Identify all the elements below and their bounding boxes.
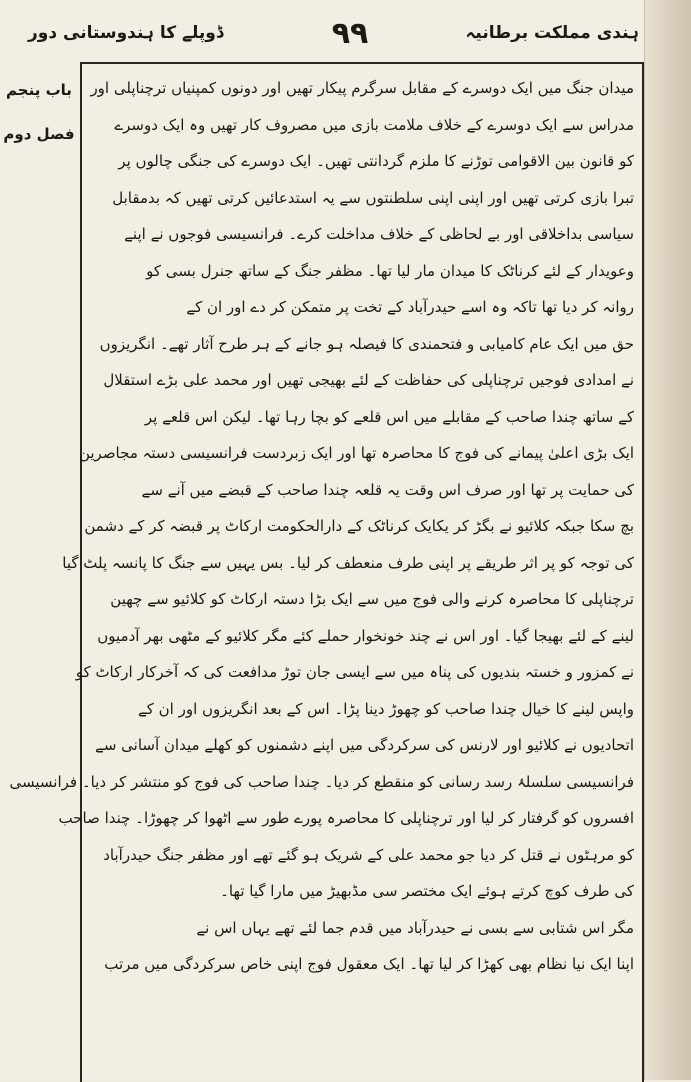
section-label: فصل دوم — [3, 125, 75, 143]
book-spine — [644, 0, 691, 1080]
text-line: اپنا ایک نیا نظام بھی کھڑا کر لیا تھا۔ ایک معقول فوج اپنی خاص سرکردگی میں مرتب — [104, 955, 634, 973]
text-line: روانہ کر دیا تھا تاکہ وہ اسے حیدرآباد کے تخت پر متمکن کر دے اور ان کے — [186, 298, 634, 316]
text-line: وعویدار کے لئے کرناٹک کا میدان مار لیا تھا۔ مظفر جنگ کے ساتھ جنرل بسی کو — [146, 261, 634, 280]
text-line: مگر اس شتابی سے بسی نے حیدرآباد میں قدم جما لئے تھے یہاں اس نے — [196, 918, 634, 937]
text-line: تبرا بازی کرتی تھیں اور اپنی اپنی سلطنتوں سے یہ استدعائیں کرتی تھیں کہ بدمقابل — [112, 188, 634, 207]
text-line: ترچناپلی کا محاصرہ کرنے والی فوج میں سے ایک بڑا دستہ ارکاٹ کو کلائیو سے چھین — [110, 590, 634, 608]
text-line: نے امدادی فوجیں ترچناپلی کی حفاظت کے لئے بھیجی تھیں اور محمد علی بڑے استقلال — [103, 371, 634, 389]
text-line: فرانسیسی سلسلۂ رسد رسانی کو منقطع کر دیا۔ چندا صاحب کی فوج کو منتشر کر دیا۔ فرانسیسی — [9, 772, 634, 791]
text-line: کی طرف کوچ کرتے ہوئے ایک مختصر سی مڈبھیڑ میں مارا گیا تھا۔ — [220, 882, 634, 900]
text-line: مدراس سے ایک دوسرے کے خلاف ملامت بازی میں مصروف کار تھیں وہ ایک دوسرے — [114, 115, 634, 134]
text-line: واپس لینے کا خیال چندا صاحب کو چھوڑ دینا پڑا۔ اس کے بعد انگریزوں اور ان کے — [137, 699, 634, 718]
chapter-label: باب پنجم — [6, 81, 72, 99]
text-line: کو قانون بین الاقوامی توڑنے کا ملزم گردانتی تھیں۔ ایک دوسرے کی جنگی چالوں پر — [118, 152, 634, 170]
text-line: حق میں ایک عام کامیابی و فتحمندی کا فیصلہ ہو جانے کے ہر طرح آثار تھے۔ انگریزوں — [99, 334, 634, 353]
text-line: بچ سکا جبکہ کلائیو نے بگڑ کر یکایک کرناٹک کے دارالحکومت ارکاٹ پر قبضہ کر کے دشمن — [84, 517, 634, 535]
text-line: افسروں کو گرفتار کر لیا اور ترچناپلی کا محاصرہ پورے طور سے اٹھوا کر چھوڑا۔ چندا صاحب — [58, 809, 634, 827]
text-line: نے کمزور و خستہ بندیوں کی پناہ میں سے ایسی جان توڑ مدافعت کی کہ آخرکار ارکاٹ کو — [75, 663, 634, 681]
text-line: لینے کے لئے بھیجا گیا۔ اور اس نے چند خونخوار حملے کئے مگر کلائیو کے مٹھی بھر آدمیوں — [97, 626, 634, 645]
text-line: کو مرہٹوں نے قتل کر دیا جو محمد علی کے شریک ہو گئے تھے اور مظفر جنگ حیدرآباد — [103, 845, 634, 864]
page-number: ۹۹ — [331, 16, 369, 51]
text-line: میدان جنگ میں ایک دوسرے کے مقابل سرگرم پیکار تھیں اور دونوں کمپنیاں ترچناپلی اور — [90, 79, 634, 97]
margin-notes — [2, 68, 76, 156]
running-head-book-title: ہندی مملکت برطانیہ — [465, 23, 639, 43]
text-line: سیاسی بداخلاقی اور بے لحاظی کے خلاف مداخلت کرے۔ فرانسیسی فوجوں نے اپنے — [124, 225, 634, 243]
text-line: کی حمایت پر تھا اور صرف اس وقت یہ قلعہ چندا صاحب کے قبضے میں آنے سے — [141, 480, 634, 499]
text-line: ایک بڑی اعلیٰ پیمانے کی فوج کا محاصرہ تھا اور ایک زبردست فرانسیسی دستہ مجاصرین — [78, 444, 634, 462]
text-line: کے ساتھ چندا صاحب کے مقابلے میں اس قلعے کو بچا رہا تھا۔ لیکن اس قلعے پر — [144, 407, 634, 426]
text-line: کی توجہ کو پر اثر طریقے پر اپنی طرف منعطف کر لیا۔ بس یہیں سے جنگ کا پانسہ پلٹ گیا — [62, 553, 634, 572]
text-line: اتحادیوں نے کلائیو اور لارنس کی سرکردگی میں اپنے دشمنوں کو کھلے میدان آسانی سے — [95, 736, 634, 754]
running-head-chapter-title: ڈوپلے کا ہندوستانی دور — [28, 23, 224, 43]
